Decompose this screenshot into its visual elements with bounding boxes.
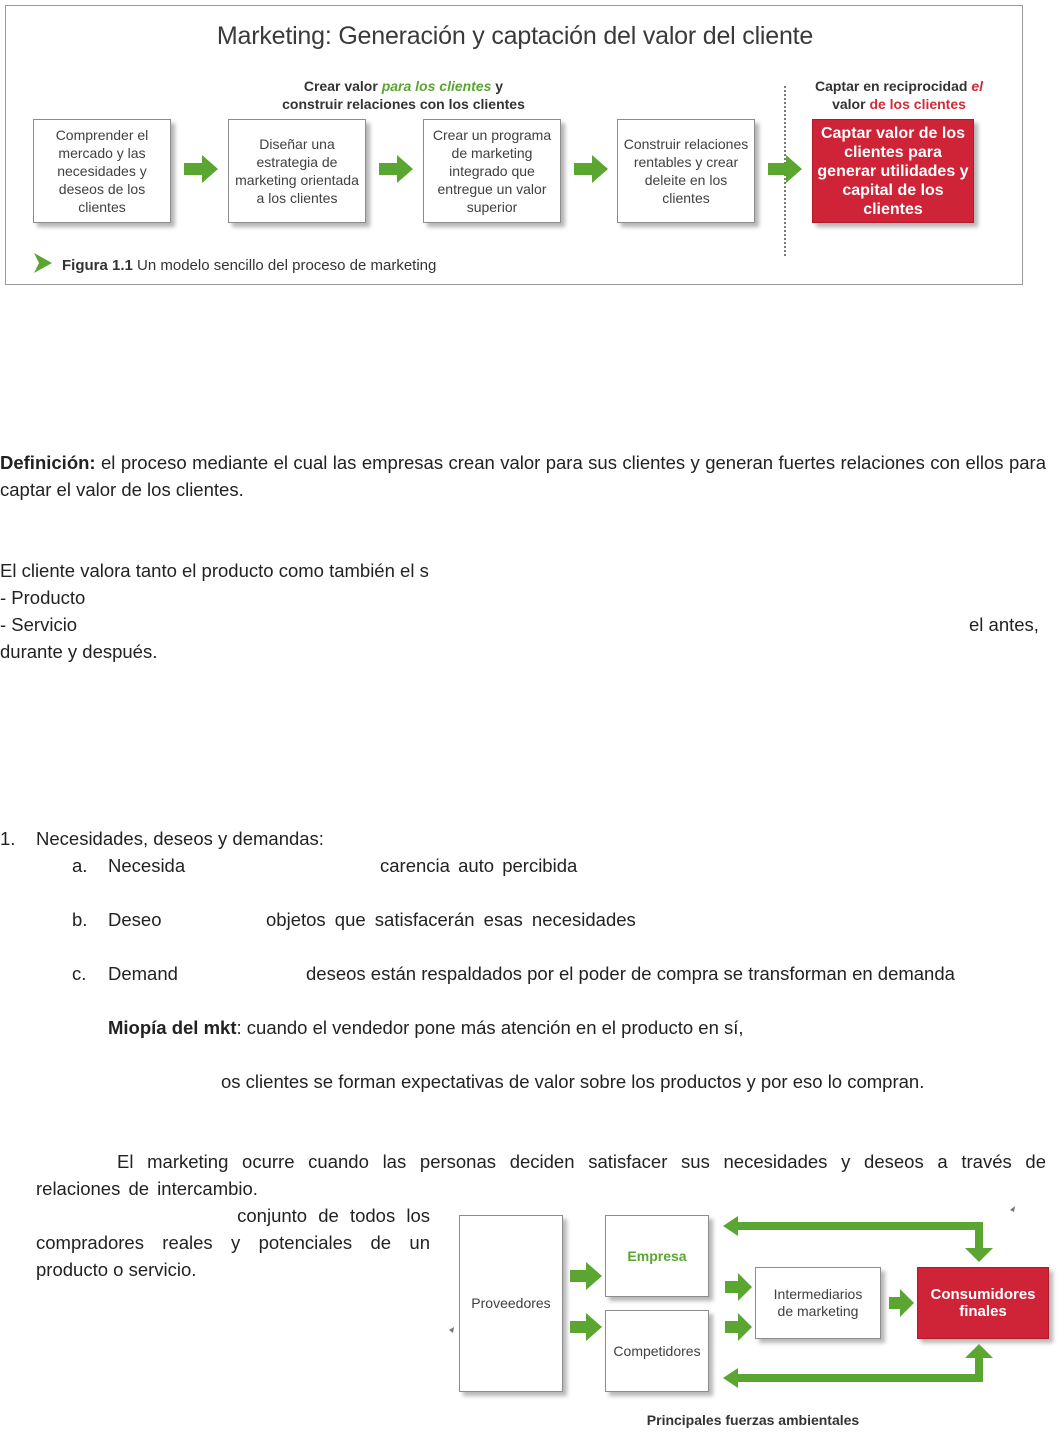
caption-label: Figura 1.1 (62, 257, 133, 274)
definition-demanda: deseos están respaldados por el poder de compra se transforman en demanda (306, 963, 955, 984)
create-header-line2: construir relaciones con los clientes (282, 96, 525, 112)
list-heading-number: 1. (0, 828, 16, 849)
create-header-part2: para los clientes (381, 78, 492, 94)
box-empresa: Empresa (605, 1215, 709, 1297)
client-values-intro: El cliente valora tanto el producto como también el s (0, 560, 429, 581)
mercado-line3: producto o servicio. (36, 1259, 197, 1280)
capture-header-part2: el (971, 78, 984, 94)
client-values-antes: el antes, (969, 614, 1039, 635)
definition-deseo: objetos que satisfacerán esas necesidades (266, 909, 636, 930)
term-deseo: Deseo (108, 909, 162, 930)
client-values-producto: - Producto (0, 587, 86, 608)
miopia-label: Miopía del mkt (108, 1017, 237, 1038)
arrow-right-icon (572, 152, 612, 186)
mercado-paragraph (36, 1202, 430, 1283)
caption-text: Un modelo sencillo del proceso de marketing (132, 257, 437, 274)
box-proveedores: Proveedores (459, 1215, 563, 1392)
create-header-part3: y (491, 78, 504, 94)
arrow-right-icon (766, 152, 806, 186)
list-marker-c: c. (72, 963, 87, 984)
create-header-part1: Crear valor (303, 78, 382, 94)
step-understand-market: Comprender el mercado y las necesidades y deseos de los clientes (33, 119, 171, 223)
arrow-right-icon (377, 152, 417, 186)
miopia-text: : cuando el vendedor pone más atención en el producto en sí, (236, 1017, 744, 1038)
intercambio-paragraph: El marketing ocurre cuando las personas deciden satisfacer sus necesidades y deseos a través de relaciones de intercambio. (36, 1151, 1046, 1199)
definition-paragraph (0, 449, 1046, 503)
capture-header-part4: de los clientes (869, 96, 966, 112)
marketing-process-figure (5, 5, 1023, 285)
arrow-right-icon (182, 152, 222, 186)
step-capture-value: Captar valor de los clientes para generar utilidades y capital de los clientes (812, 119, 974, 223)
step-create-program: Crear un programa de marketing integrado que entregue un valor superior (423, 119, 561, 223)
list-heading: Necesidades, deseos y demandas: (36, 828, 324, 849)
capture-header-part3: valor (832, 96, 870, 112)
caption-triangle-icon (32, 251, 54, 275)
term-demanda: Demand (108, 963, 178, 984)
capture-header-part1: Captar en reciprocidad (814, 78, 972, 94)
figure-caption (62, 257, 436, 274)
list-marker-a: a. (72, 855, 88, 876)
definition-text: el proceso mediante el cual las empresas crean valor para sus clientes y generan fuertes relaciones con ellos para captar el valor de los clientes. (0, 452, 1046, 500)
box-intermediarios: Intermediarios de marketing (755, 1267, 881, 1339)
mercado-line1: conjunto de todos los (237, 1205, 430, 1226)
mercado-line2: compradores reales y potenciales de un (36, 1232, 430, 1253)
definition-necesidad: carencia auto percibida (380, 855, 578, 876)
client-values-servicio: - Servicio (0, 614, 78, 635)
capture-value-header (784, 77, 1014, 113)
list-marker-b: b. (72, 909, 88, 930)
expectativas-text: os clientes se forman expectativas de valor sobre los productos y por eso lo compran. (221, 1071, 925, 1092)
step-design-strategy: Diseñar una estrategia de marketing orientada a los clientes (228, 119, 366, 223)
create-value-header (256, 77, 551, 113)
figure-title: Marketing: Generación y captación del valor del cliente (216, 22, 814, 50)
system-caption: Principales fuerzas ambientales (646, 1412, 860, 1428)
marketing-system-figure (448, 1200, 1058, 1435)
term-necesidad: Necesida (108, 855, 186, 876)
client-values-continuation: durante y después. (0, 641, 158, 662)
box-consumidores: Consumidores finales (917, 1267, 1049, 1339)
step-build-relationships: Construir relaciones rentables y crear deleite en los clientes (617, 119, 755, 223)
box-competidores: Competidores (605, 1310, 709, 1392)
miopia-paragraph (108, 1014, 744, 1041)
definition-label: Definición: (0, 452, 96, 473)
